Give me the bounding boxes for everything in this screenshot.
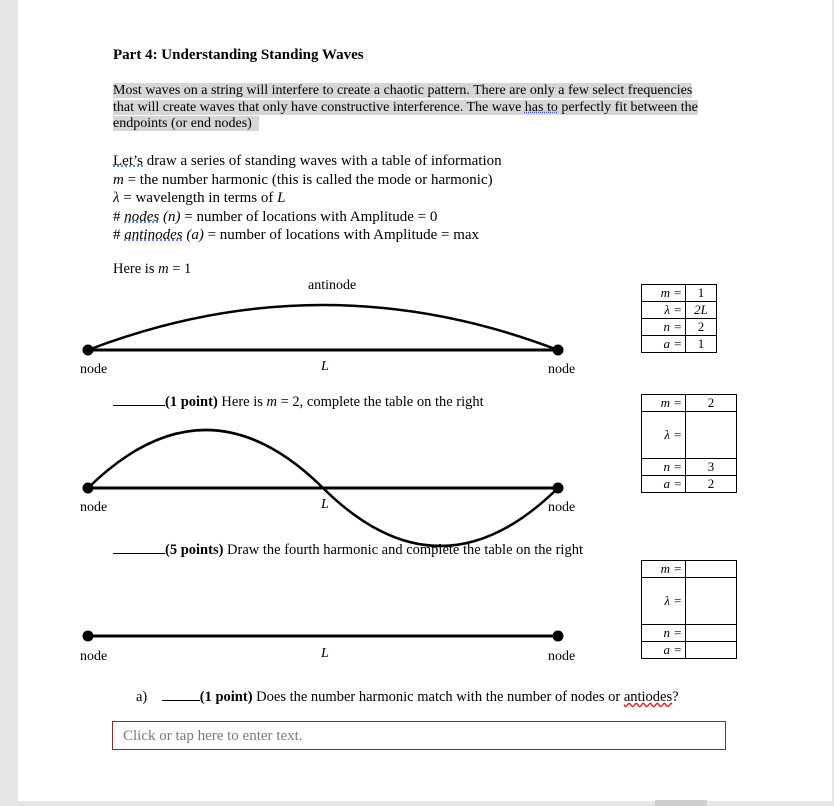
table2-val-m[interactable]: 2 [686, 395, 737, 412]
node-label-1-right: node [548, 362, 576, 377]
node-dot-1-left [83, 345, 94, 356]
definitions-line-5: = number of locations with Amplitude = max [203, 227, 480, 243]
table2-val-lambda[interactable] [686, 412, 737, 459]
question-3 [136, 686, 679, 706]
question-1-m: m [266, 394, 277, 410]
score-blank-1[interactable] [113, 391, 165, 406]
question-3-text-b: antiodes [623, 689, 673, 705]
question-3-points: (1 point) [199, 689, 253, 705]
table2-val-n[interactable]: 3 [686, 459, 737, 476]
length-label-1: L [321, 359, 329, 374]
question-3-label: a) [136, 689, 148, 705]
question-2-text: Draw the fourth harmonic and complete the table on the right [223, 542, 583, 558]
lets-word: Let’s [113, 153, 143, 169]
table3-key-n: n = [642, 625, 686, 642]
table1-key-m: m = [642, 285, 686, 302]
hash-nodes: # [113, 208, 125, 225]
intro-line-2b: has to [524, 99, 558, 115]
table1-val-lambda: 2L [686, 302, 717, 319]
antinodes-word: antinodes [124, 227, 183, 243]
answer-placeholder: Click or tap here to enter text. [123, 728, 303, 744]
node-dot-1-right [553, 345, 564, 356]
table3-val-lambda[interactable] [686, 578, 737, 625]
table2-key-a: a = [642, 476, 686, 493]
intro-line-2c: perfectly fit between the [557, 99, 698, 115]
m-symbol: m [113, 171, 124, 188]
wave-m1 [88, 305, 558, 350]
node-label-3-right: node [548, 649, 576, 664]
table1-val-a: 1 [686, 336, 717, 353]
table3-key-m: m = [642, 561, 686, 578]
intro-line-3: endpoints (or end nodes) [113, 116, 252, 131]
question-3-text-c: ? [672, 689, 679, 705]
question-1 [113, 391, 484, 411]
node-label-3-left: node [80, 649, 108, 664]
hash-antinodes: # [113, 227, 125, 243]
example-table [641, 284, 717, 353]
document-page [18, 0, 832, 801]
table3-val-m[interactable] [686, 561, 737, 578]
nodes-word: nodes [124, 208, 160, 225]
horizontal-scrollbar-thumb[interactable] [655, 800, 707, 806]
question1-table [641, 394, 737, 493]
question-2 [113, 539, 583, 559]
table1-key-a: a = [642, 336, 686, 353]
L-symbol: L [277, 190, 286, 206]
lambda-symbol: λ [113, 190, 120, 206]
node-dot-3-right [553, 631, 564, 642]
node-dot-3-left [83, 631, 94, 642]
length-label-2: L [321, 497, 329, 512]
question-1-text-a: Here is [217, 394, 267, 410]
table1-val-m: 1 [686, 285, 717, 302]
definitions-line-1: draw a series of standing waves with a table of information [143, 153, 502, 169]
table2-key-n: n = [642, 459, 686, 476]
table1-key-n: n = [642, 319, 686, 336]
question-1-text-c: = 2, complete the table on the right [276, 394, 484, 410]
intro-line-1: Most waves on a string will interfere to create a chaotic pattern. There are only a few select frequencies [113, 83, 693, 98]
table3-key-lambda: λ = [642, 578, 686, 625]
question-1-points: (1 point) [165, 394, 218, 410]
part-title: Part 4: Understanding Standing Waves [113, 47, 364, 63]
table2-key-m: m = [642, 395, 686, 412]
a-symbol: (a) [182, 227, 204, 243]
table2-val-a[interactable]: 2 [686, 476, 737, 493]
table1-key-lambda: λ = [642, 302, 686, 319]
definitions-line-4: = number of locations with Amplitude = 0 [180, 208, 438, 225]
example-intro-a: Here is [113, 261, 159, 277]
node-dot-2-right [553, 483, 564, 494]
example-intro-c: = 1 [168, 261, 192, 277]
table2-key-lambda: λ = [642, 412, 686, 459]
table3-val-n[interactable] [686, 625, 737, 642]
n-symbol: (n) [159, 208, 181, 225]
definitions-line-2: = the number harmonic (this is called the mode or harmonic) [123, 171, 493, 188]
node-label-2-right: node [548, 500, 576, 515]
question2-table [641, 560, 737, 659]
intro-line-2a: that will create waves that only have constructive interference. The wave [113, 99, 525, 115]
node-dot-2-left [83, 483, 94, 494]
question-3-text-a: Does the number harmonic match with the number of nodes or [252, 689, 624, 705]
table3-val-a[interactable] [686, 642, 737, 659]
antinode-label: antinode [308, 278, 357, 293]
score-blank-2[interactable] [113, 539, 165, 554]
answer-text-field[interactable] [112, 721, 726, 750]
score-blank-3[interactable] [162, 686, 200, 701]
table3-key-a: a = [642, 642, 686, 659]
example-m: m [158, 261, 169, 277]
node-label-2-left: node [80, 500, 108, 515]
length-label-3: L [321, 646, 329, 661]
question-2-points: (5 points) [165, 542, 224, 558]
table1-val-n: 2 [686, 319, 717, 336]
definitions-line-3: = wavelength in terms of [119, 190, 278, 206]
node-label-1-left: node [80, 362, 108, 377]
